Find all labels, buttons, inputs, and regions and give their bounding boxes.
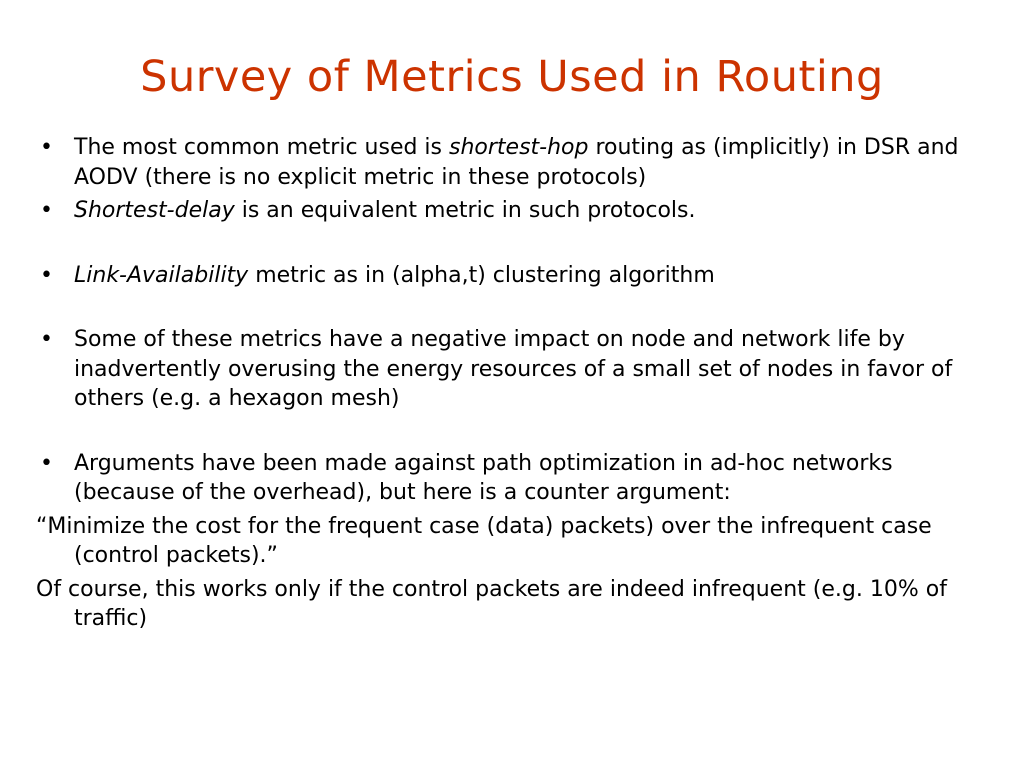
quote-text: “Minimize the cost for the frequent case (data) packets) over the infrequent case (control packets).” <box>36 513 932 568</box>
bullet-text-post: routing as (implicitly) in DSR and AODV (there is no explicit metric in these protocols) <box>74 135 959 190</box>
bullet-text-emphasis: shortest-hop <box>449 135 589 160</box>
bullet-text-emphasis: Link-Availability <box>74 262 249 288</box>
closing-text: Of course, this works only if the control packets are indeed infrequent (e.g. 10% of traffic) <box>36 576 947 631</box>
bullet-link-availability <box>36 261 996 291</box>
bullet-text-pre: The most common metric used is <box>74 135 449 160</box>
bullet-text-pre: Arguments have been made against path optimization in ad-hoc networks (because of the overhead), but here is a counter argument: <box>74 450 893 505</box>
bullet-dot: • <box>40 135 53 160</box>
bullet-text-post: is an equivalent metric in such protocols. <box>234 198 696 223</box>
bullet-shortest-delay <box>36 196 996 226</box>
bullet-negative-impact <box>36 325 996 414</box>
slide-body <box>36 133 996 634</box>
bullet-dot: • <box>40 327 53 352</box>
bullet-text-post: metric as in (alpha,t) clustering algorithm <box>248 262 715 288</box>
bullet-dot: • <box>40 198 53 223</box>
slide-title: Survey of Metrics Used in Routing <box>140 52 884 102</box>
bullet-text-pre: Some of these metrics have a negative impact on node and network life by inadvertently overusing the energy resources of a small set of nodes in favor of others (e.g. a hexagon mesh) <box>74 327 953 411</box>
bullet-dot: • <box>40 262 53 288</box>
bullet-text-emphasis: Shortest-delay <box>74 198 235 223</box>
bullet-arguments <box>36 449 996 508</box>
bullet-dot: • <box>40 450 53 476</box>
bullet-shortest-hop <box>36 133 996 192</box>
